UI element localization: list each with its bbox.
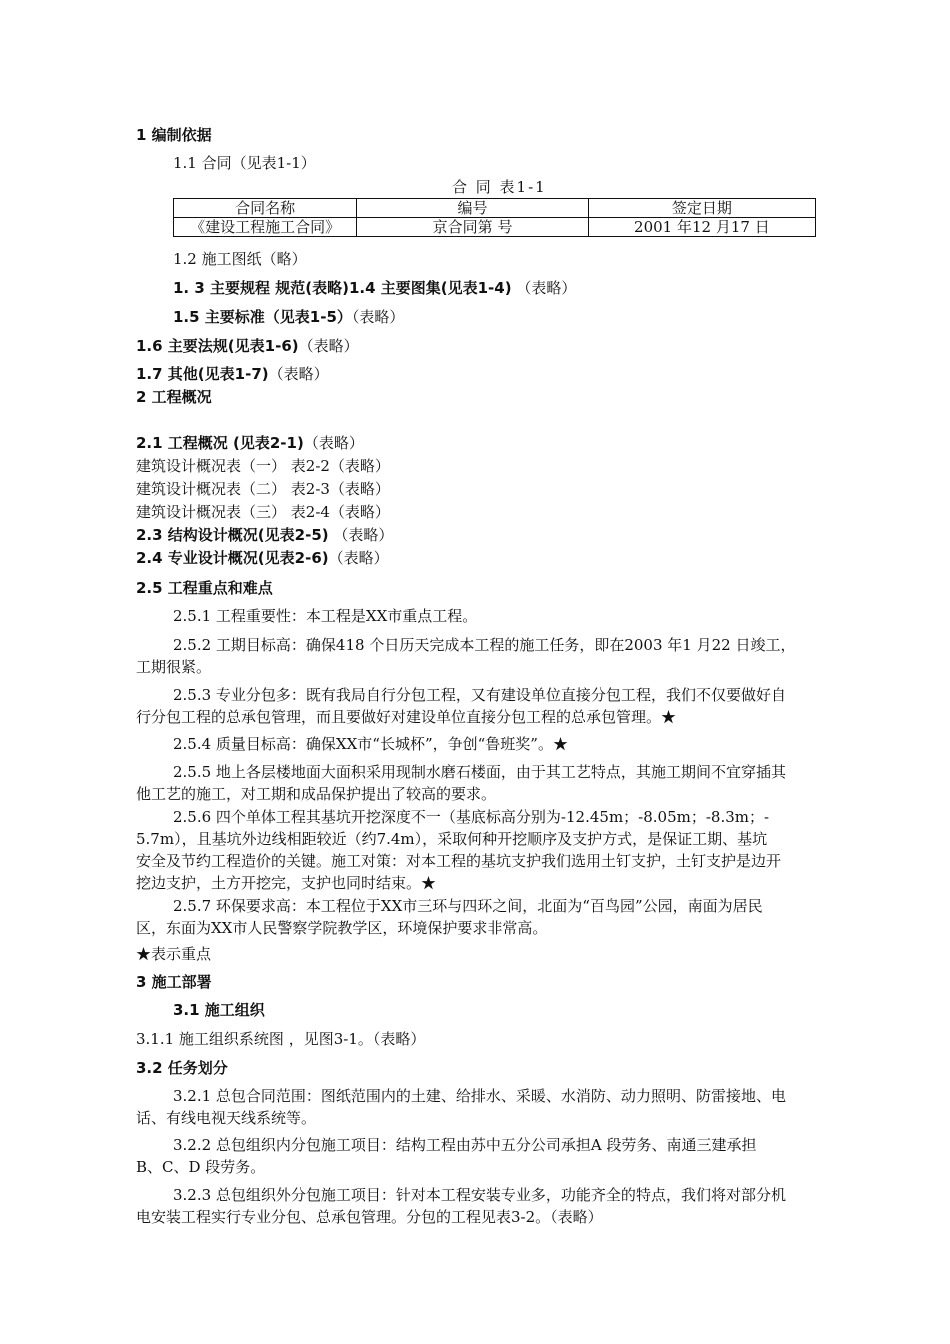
section-1-2: 1.2 施工图纸（略）: [173, 250, 307, 268]
section-1-6-title: 1.6 主要法规(见表1-6): [136, 337, 299, 355]
table-cell: 2001 年12 月17 日: [588, 218, 815, 237]
header-cell: 签定日期: [588, 199, 815, 218]
paragraph-2-5-4: 2.5.4 质量目标高：确保XX市“长城杯”，争创“鲁班奖”。★: [173, 735, 568, 753]
section-2-3-title: 2.3 结构设计概况(见表2-5): [136, 526, 329, 544]
paragraph-3-2-3-line2: 电安装工程实行专业分包、总承包管理。分包的工程见表3-2。（表略）: [136, 1208, 603, 1226]
section-3-1-1: 3.1.1 施工组织系统图 ，见图3-1。（表略）: [136, 1030, 426, 1048]
section-2-5: 2.5 工程重点和难点: [136, 579, 273, 597]
paragraph-2-5-2-line2: 工期很紧。: [136, 658, 212, 676]
contract-table: [173, 198, 816, 237]
section-1-6: [136, 335, 359, 357]
table-row: [174, 218, 816, 237]
section-1-5: [173, 306, 404, 328]
section-3-1: 3.1 施工组织: [173, 1001, 265, 1019]
section-2-1-title: 2.1 工程概况 (见表2-1): [136, 434, 304, 452]
section-1-7-note: （表略）: [268, 365, 329, 383]
header-cell: 编号: [357, 199, 588, 218]
table-caption: 合 同 表1-1: [452, 178, 547, 196]
section-1-5-title: 1.5 主要标准（见表1-5）: [173, 308, 352, 326]
table-header-row: [174, 199, 816, 218]
paragraph-3-2-2-line2: B、C、D 段劳务。: [136, 1158, 266, 1176]
table-cell: 《建设工程施工合同》: [174, 218, 357, 237]
section-1-3-note: （表略）: [516, 279, 577, 297]
section-2-4-note: （表略）: [328, 549, 389, 567]
paragraph-2-5-1: 2.5.1 工程重要性：本工程是XX市重点工程。: [173, 607, 478, 625]
paragraph-2-5-5-line2: 他工艺的施工，对工期和成品保护提出了较高的要求。: [136, 785, 497, 803]
paragraph-2-5-3-line1: 2.5.3 专业分包多：既有我局自行分包工程，又有建设单位直接分包工程，我们不仅要做好自: [173, 686, 786, 704]
section-2-4: [136, 547, 389, 569]
section-1-7: [136, 363, 329, 385]
section-1-5-note: （表略）: [351, 308, 405, 326]
section-1-7-title: 1.7 其他(见表1-7): [136, 365, 269, 383]
paragraph-2-5-6-line2: 5.7m），且基坑外边线相距较近（约7.4m），采取何种开挖顺序及支护方式，是保证工期、基坑: [136, 830, 768, 848]
table-2-4-line: 建筑设计概况表（三） 表2-4（表略）: [136, 503, 390, 521]
section-2-1-note: （表略）: [303, 434, 364, 452]
heading-2: 2 工程概况: [136, 388, 212, 406]
section-3-2: 3.2 任务划分: [136, 1059, 228, 1077]
paragraph-2-5-7-line2: 区，东面为XX市人民警察学院教学区，环境保护要求非常高。: [136, 919, 548, 937]
section-1-1: 1.1 合同（见表1-1）: [173, 154, 316, 172]
paragraph-2-5-5-line1: 2.5.5 地上各层楼地面大面积采用现制水磨石楼面，由于其工艺特点，其施工期间不宜穿插其: [173, 763, 786, 781]
section-1-3-title: 1. 3 主要规程 规范(表略)1.4 主要图集(见表1-4): [173, 279, 512, 297]
section-1-3: [173, 277, 576, 299]
paragraph-2-5-6-line4: 挖边支护，土方开挖完，支护也同时结束。★: [136, 874, 437, 892]
paragraph-3-2-3-line1: 3.2.3 总包组织外分包施工项目：针对本工程安装专业多，功能齐全的特点，我们将对部分机: [173, 1186, 786, 1204]
heading-3: 3 施工部署: [136, 973, 212, 991]
star-legend: ★表示重点: [136, 945, 212, 963]
section-1-6-note: （表略）: [298, 337, 359, 355]
paragraph-2-5-6-line1: 2.5.6 四个单体工程其基坑开挖深度不一（基底标高分别为-12.45m；-8.05m；-8.3m；-: [173, 808, 770, 826]
paragraph-2-5-6-line3: 安全及节约工程造价的关键。施工对策：对本工程的基坑支护我们选用土钉支护，土钉支护是边开: [136, 852, 782, 870]
paragraph-2-5-2-line1: 2.5.2 工期目标高：确保418 个日历天完成本工程的施工任务，即在2003 年1 月22 日竣工，: [173, 636, 796, 654]
section-2-4-title: 2.4 专业设计概况(见表2-6): [136, 549, 329, 567]
header-cell: 合同名称: [174, 199, 357, 218]
section-2-3-note: （表略）: [333, 526, 394, 544]
paragraph-3-2-2-line1: 3.2.2 总包组织内分包施工项目：结构工程由苏中五分公司承担A 段劳务、南通三建承担: [173, 1136, 757, 1154]
paragraph-2-5-7-line1: 2.5.7 环保要求高：本工程位于XX市三环与四环之间，北面为“百鸟园”公园，南面为居民: [173, 897, 763, 915]
section-2-3: [136, 524, 393, 546]
heading-1: 1 编制依据: [136, 126, 212, 144]
table-cell: 京合同第 号: [357, 218, 588, 237]
table-2-3-line: 建筑设计概况表（二） 表2-3（表略）: [136, 480, 390, 498]
paragraph-2-5-3-line2: 行分包工程的总承包管理，而且要做好对建设单位直接分包工程的总承包管理。★: [136, 708, 677, 726]
paragraph-3-2-1-line1: 3.2.1 总包合同范围：图纸范围内的土建、给排水、采暖、水消防、动力照明、防雷接地、电: [173, 1087, 786, 1105]
paragraph-3-2-1-line2: 话、有线电视天线系统等。: [136, 1109, 317, 1127]
table-2-2-line: 建筑设计概况表（一） 表2-2（表略）: [136, 457, 390, 475]
section-2-1: [136, 432, 364, 454]
